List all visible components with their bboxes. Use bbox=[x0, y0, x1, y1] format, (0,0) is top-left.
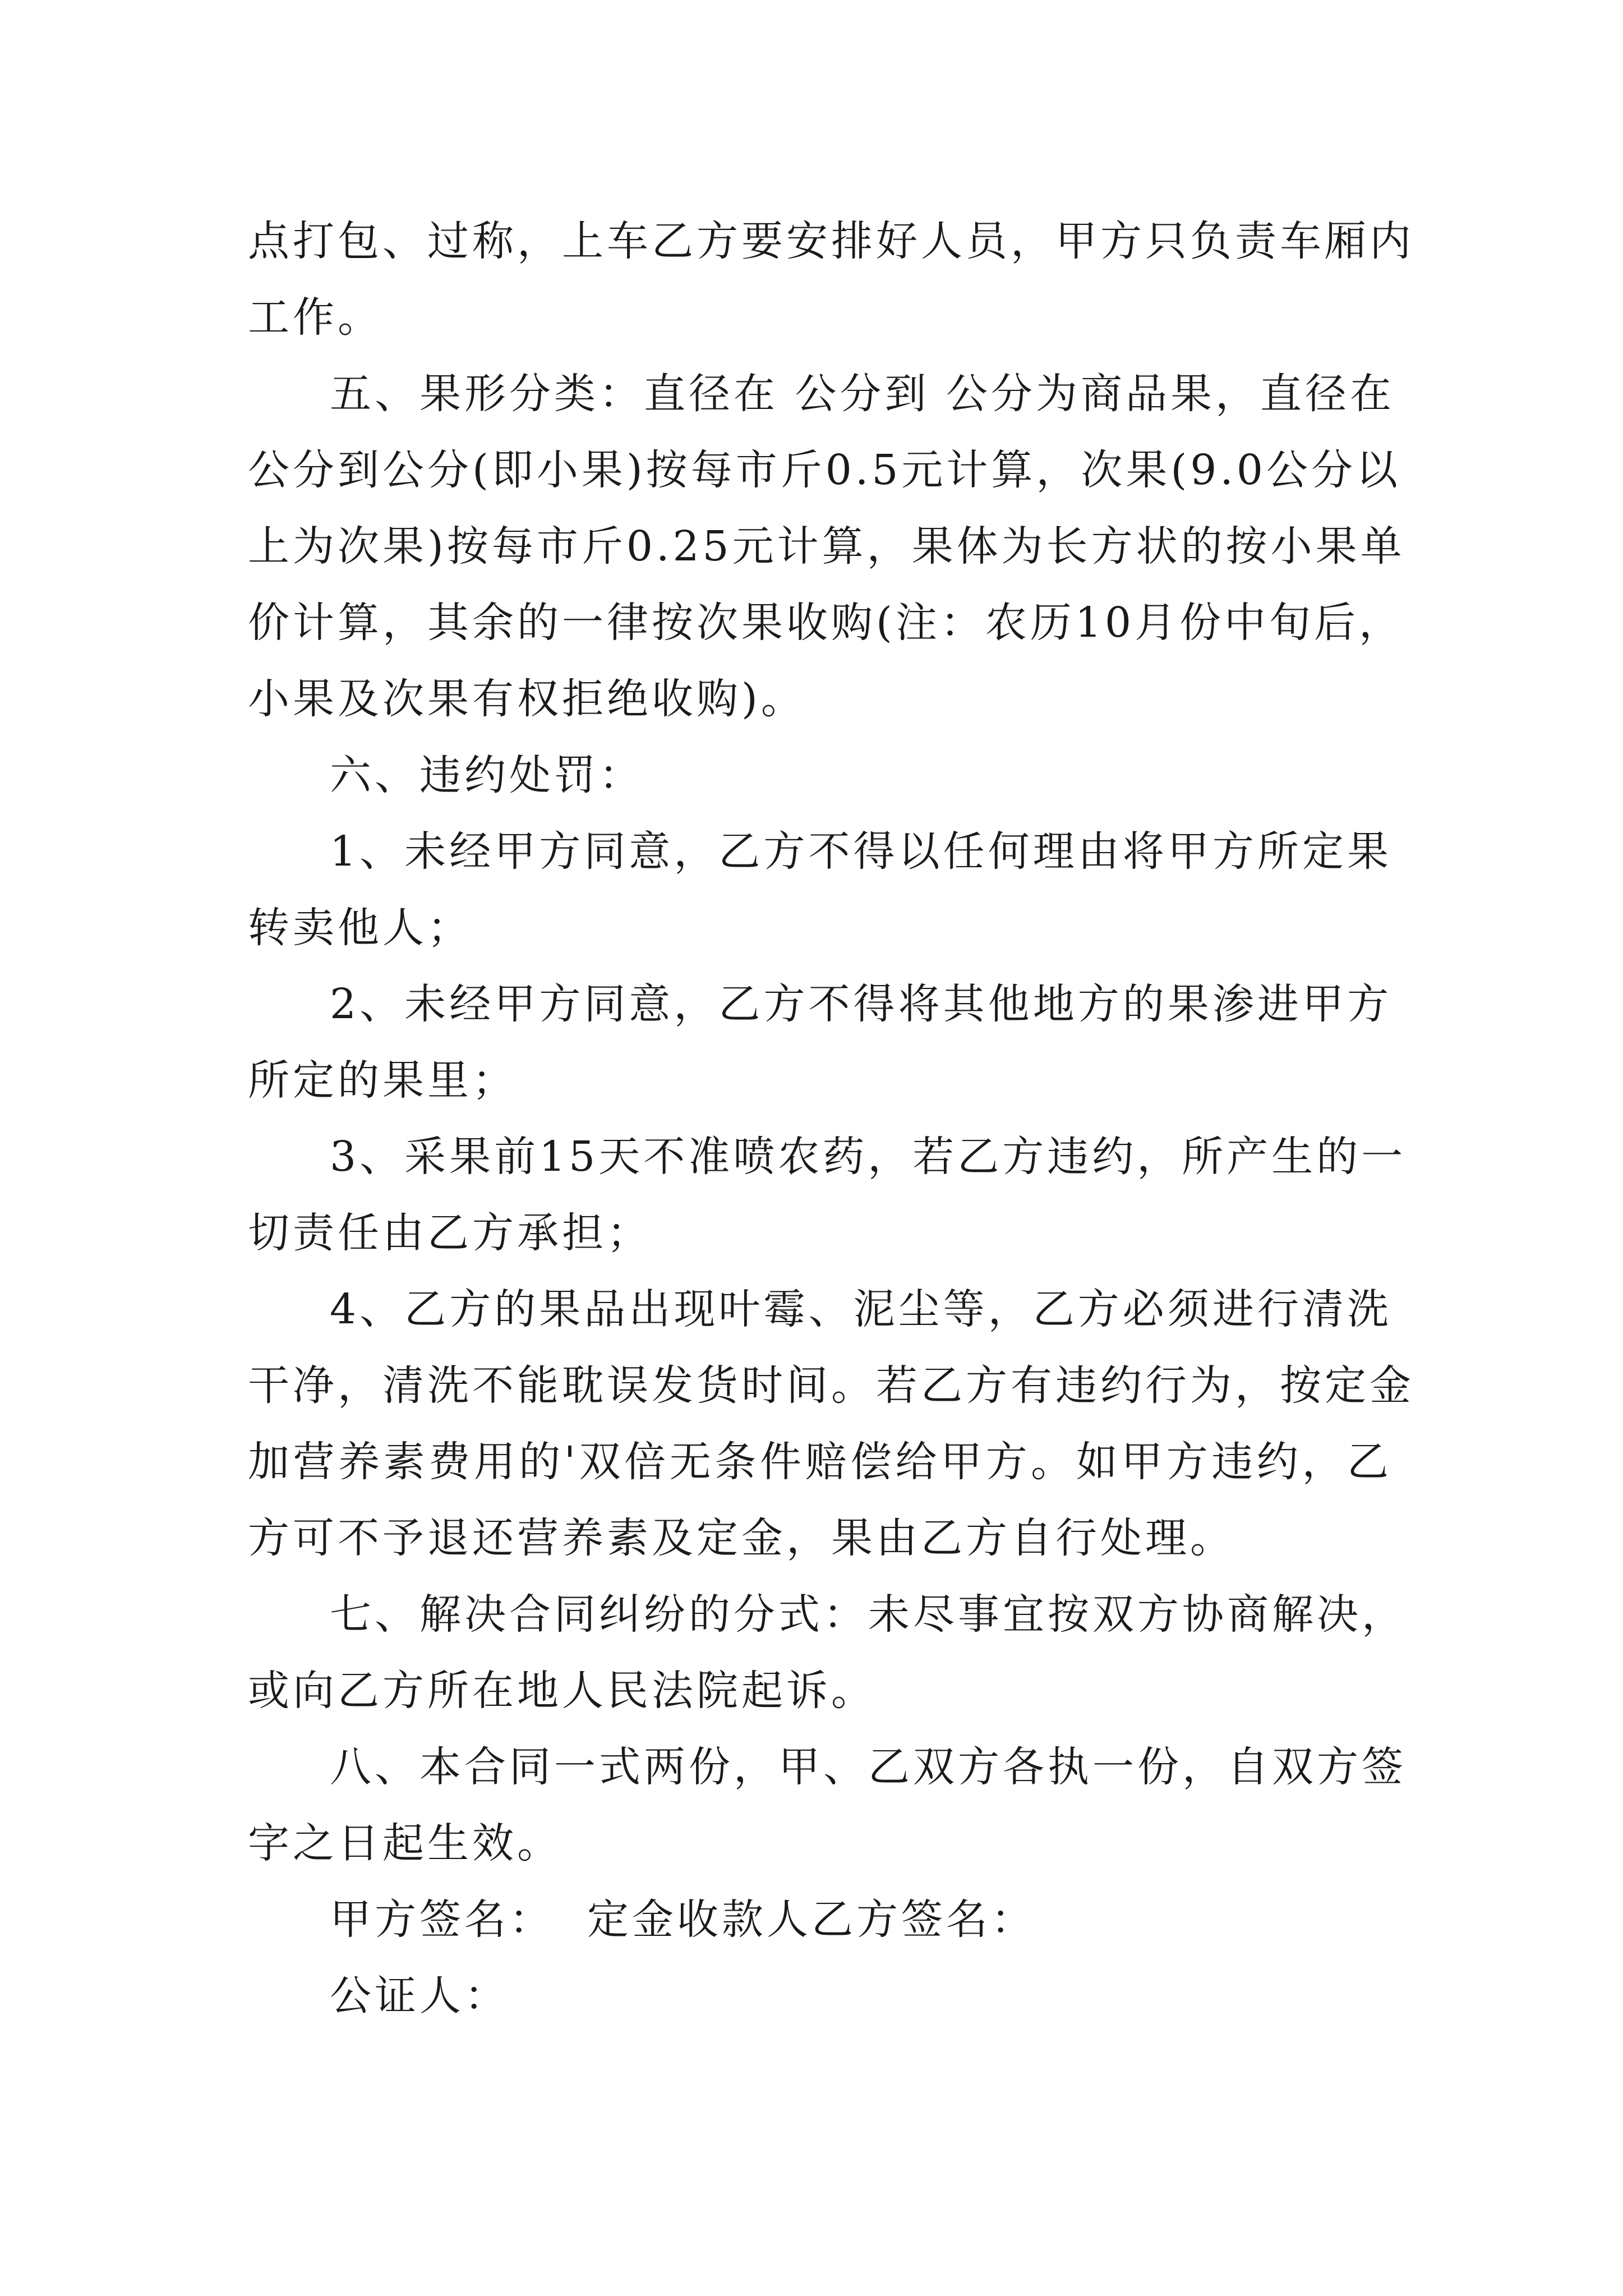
paragraph-line: 加营养素费用的'双倍无条件赔偿给甲方。如甲方违约，乙 bbox=[248, 1438, 1392, 1486]
paragraph-line: 八、本合同一式两份，甲、乙双方各执一份，自双方签 bbox=[330, 1743, 1407, 1791]
section-heading: 六、违约处罚： bbox=[330, 751, 644, 799]
paragraph-line: 方可不予退还营养素及定金，果由乙方自行处理。 bbox=[248, 1514, 1235, 1562]
paragraph-line: 4、乙方的果品出现叶霉、泥尘等，乙方必须进行清洗 bbox=[330, 1285, 1392, 1333]
paragraph-line: 所定的果里； bbox=[248, 1056, 517, 1105]
paragraph-line: 点打包、过称，上车乙方要安排好人员，甲方只负责车厢内 bbox=[248, 217, 1414, 265]
paragraph-line: 工作。 bbox=[248, 293, 382, 342]
signature-line: 甲方签名： 定金收款人乙方签名： bbox=[330, 1895, 1036, 1944]
paragraph-line: 干净，清洗不能耽误发货时间。若乙方有违约行为，按定金 bbox=[248, 1361, 1414, 1410]
paragraph-line: 切责任由乙方承担； bbox=[248, 1209, 652, 1257]
paragraph-line: 七、解决合同纠纷的分式：未尽事宜按双方协商解决， bbox=[330, 1590, 1407, 1639]
paragraph-line: 2、未经甲方同意，乙方不得将其他地方的果渗进甲方 bbox=[330, 980, 1392, 1028]
paragraph-line: 公分到公分(即小果)按每市斤0.5元计算，次果(9.0公分以 bbox=[248, 446, 1401, 494]
paragraph-line: 上为次果)按每市斤0.25元计算，果体为长方状的按小果单 bbox=[248, 522, 1405, 570]
paragraph-line: 转卖他人； bbox=[248, 904, 472, 952]
paragraph-line: 价计算，其余的一律按次果收购(注：农历10月份中旬后， bbox=[248, 599, 1404, 647]
paragraph-line: 1、未经甲方同意，乙方不得以任何理由将甲方所定果 bbox=[330, 827, 1392, 876]
paragraph-line: 五、果形分类：直径在 公分到 公分为商品果，直径在 bbox=[330, 370, 1395, 418]
paragraph-line: 小果及次果有权拒绝收购)。 bbox=[248, 675, 806, 723]
paragraph-line: 字之日起生效。 bbox=[248, 1819, 562, 1867]
notary-line: 公证人： bbox=[330, 1972, 509, 2020]
paragraph-line: 3、采果前15天不准喷农药，若乙方违约，所产生的一 bbox=[330, 1133, 1407, 1181]
paragraph-line: 或向乙方所在地人民法院起诉。 bbox=[248, 1667, 876, 1715]
